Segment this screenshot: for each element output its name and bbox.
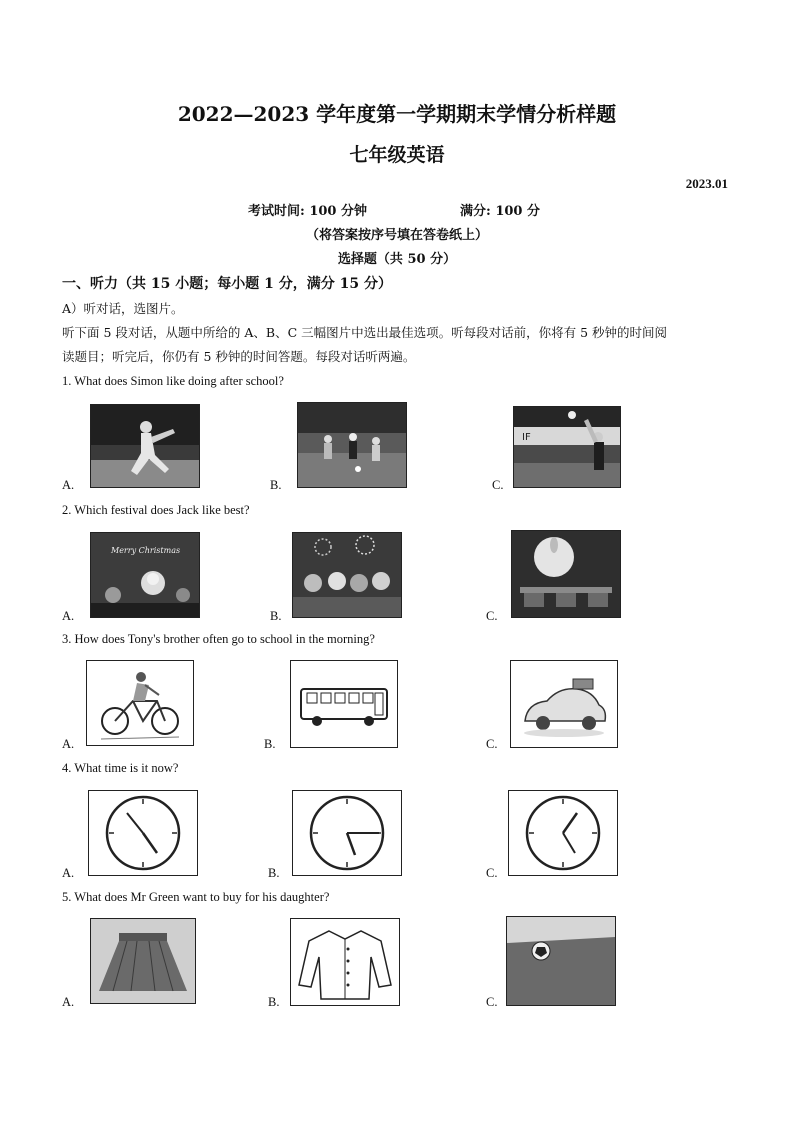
option-c-label: C. [492, 478, 504, 492]
option-c-label: C. [486, 995, 498, 1009]
skirt-photo[interactable] [90, 918, 196, 1004]
option-b-label: B. [270, 609, 282, 623]
option-a-label: A. [62, 737, 75, 751]
option-b-label: B. [268, 866, 280, 880]
spring-festival-photo[interactable] [292, 532, 402, 618]
option-a-label: A. [62, 866, 75, 880]
option-a-label: A. [62, 478, 75, 492]
option-a-label: A. [62, 609, 75, 623]
option-b-label: B. [264, 737, 276, 751]
option-c-label: C. [486, 609, 498, 623]
instructions-line-2: 读题目；听完后，你仍有 5 秒钟的时间答题。每段对话听两遍。 [62, 349, 416, 364]
christmas-photo[interactable] [90, 532, 200, 618]
clock-c[interactable] [508, 790, 618, 876]
option-b-label: B. [270, 478, 282, 492]
option-c-label: C. [486, 737, 498, 751]
clock-a[interactable] [88, 790, 198, 876]
part-title: 选择题（共 50 分） [337, 252, 457, 267]
option-a-label: A. [62, 995, 75, 1009]
section-title: 一、听力（共 15 小题；每小题 1 分，满分 15 分） [62, 276, 392, 292]
svg-text:Merry Christmas: Merry Christmas [111, 546, 181, 555]
baseball-photo[interactable] [90, 404, 200, 488]
answer-note: （将答案按序号填在答卷纸上） [305, 228, 488, 243]
football-photo[interactable] [506, 916, 616, 1006]
option-c-label: C. [486, 866, 498, 880]
question-3: 3. How does Tony's brother often go to school in the morning? [62, 632, 375, 646]
question-1: 1. What does Simon like doing after school? [62, 374, 284, 388]
mid-autumn-photo[interactable] [511, 530, 621, 618]
exam-date: 2023.01 [685, 176, 728, 191]
option-b-label: B. [268, 995, 280, 1009]
full-score: 满分: 100 分 [460, 204, 540, 219]
car-drawing[interactable] [510, 660, 618, 748]
exam-title: 2022—2023 学年度第一学期期末学情分析样题 [177, 102, 617, 126]
svg-text:IF: IF [522, 432, 531, 443]
exam-subtitle: 七年级英语 [349, 144, 445, 166]
question-2: 2. Which festival does Jack like best? [62, 503, 250, 517]
bicycle-drawing[interactable] [86, 660, 194, 746]
part-a-title: A）听对话，选图片。 [62, 301, 184, 316]
question-5: 5. What does Mr Green want to buy for his daughter? [62, 890, 330, 904]
blouse-drawing[interactable] [290, 918, 400, 1006]
bus-drawing[interactable] [290, 660, 398, 748]
instructions-line-1: 听下面 5 段对话，从题中所给的 A、B、C 三幅图片中选出最佳选项。听每段对话前，你将有 5 秒钟的时间阅 [62, 325, 668, 340]
question-4: 4. What time is it now? [62, 761, 179, 775]
exam-time: 考试时间: 100 分钟 [248, 204, 367, 219]
volleyball-photo[interactable] [513, 406, 621, 488]
soccer-photo[interactable] [297, 402, 407, 488]
clock-b[interactable] [292, 790, 402, 876]
